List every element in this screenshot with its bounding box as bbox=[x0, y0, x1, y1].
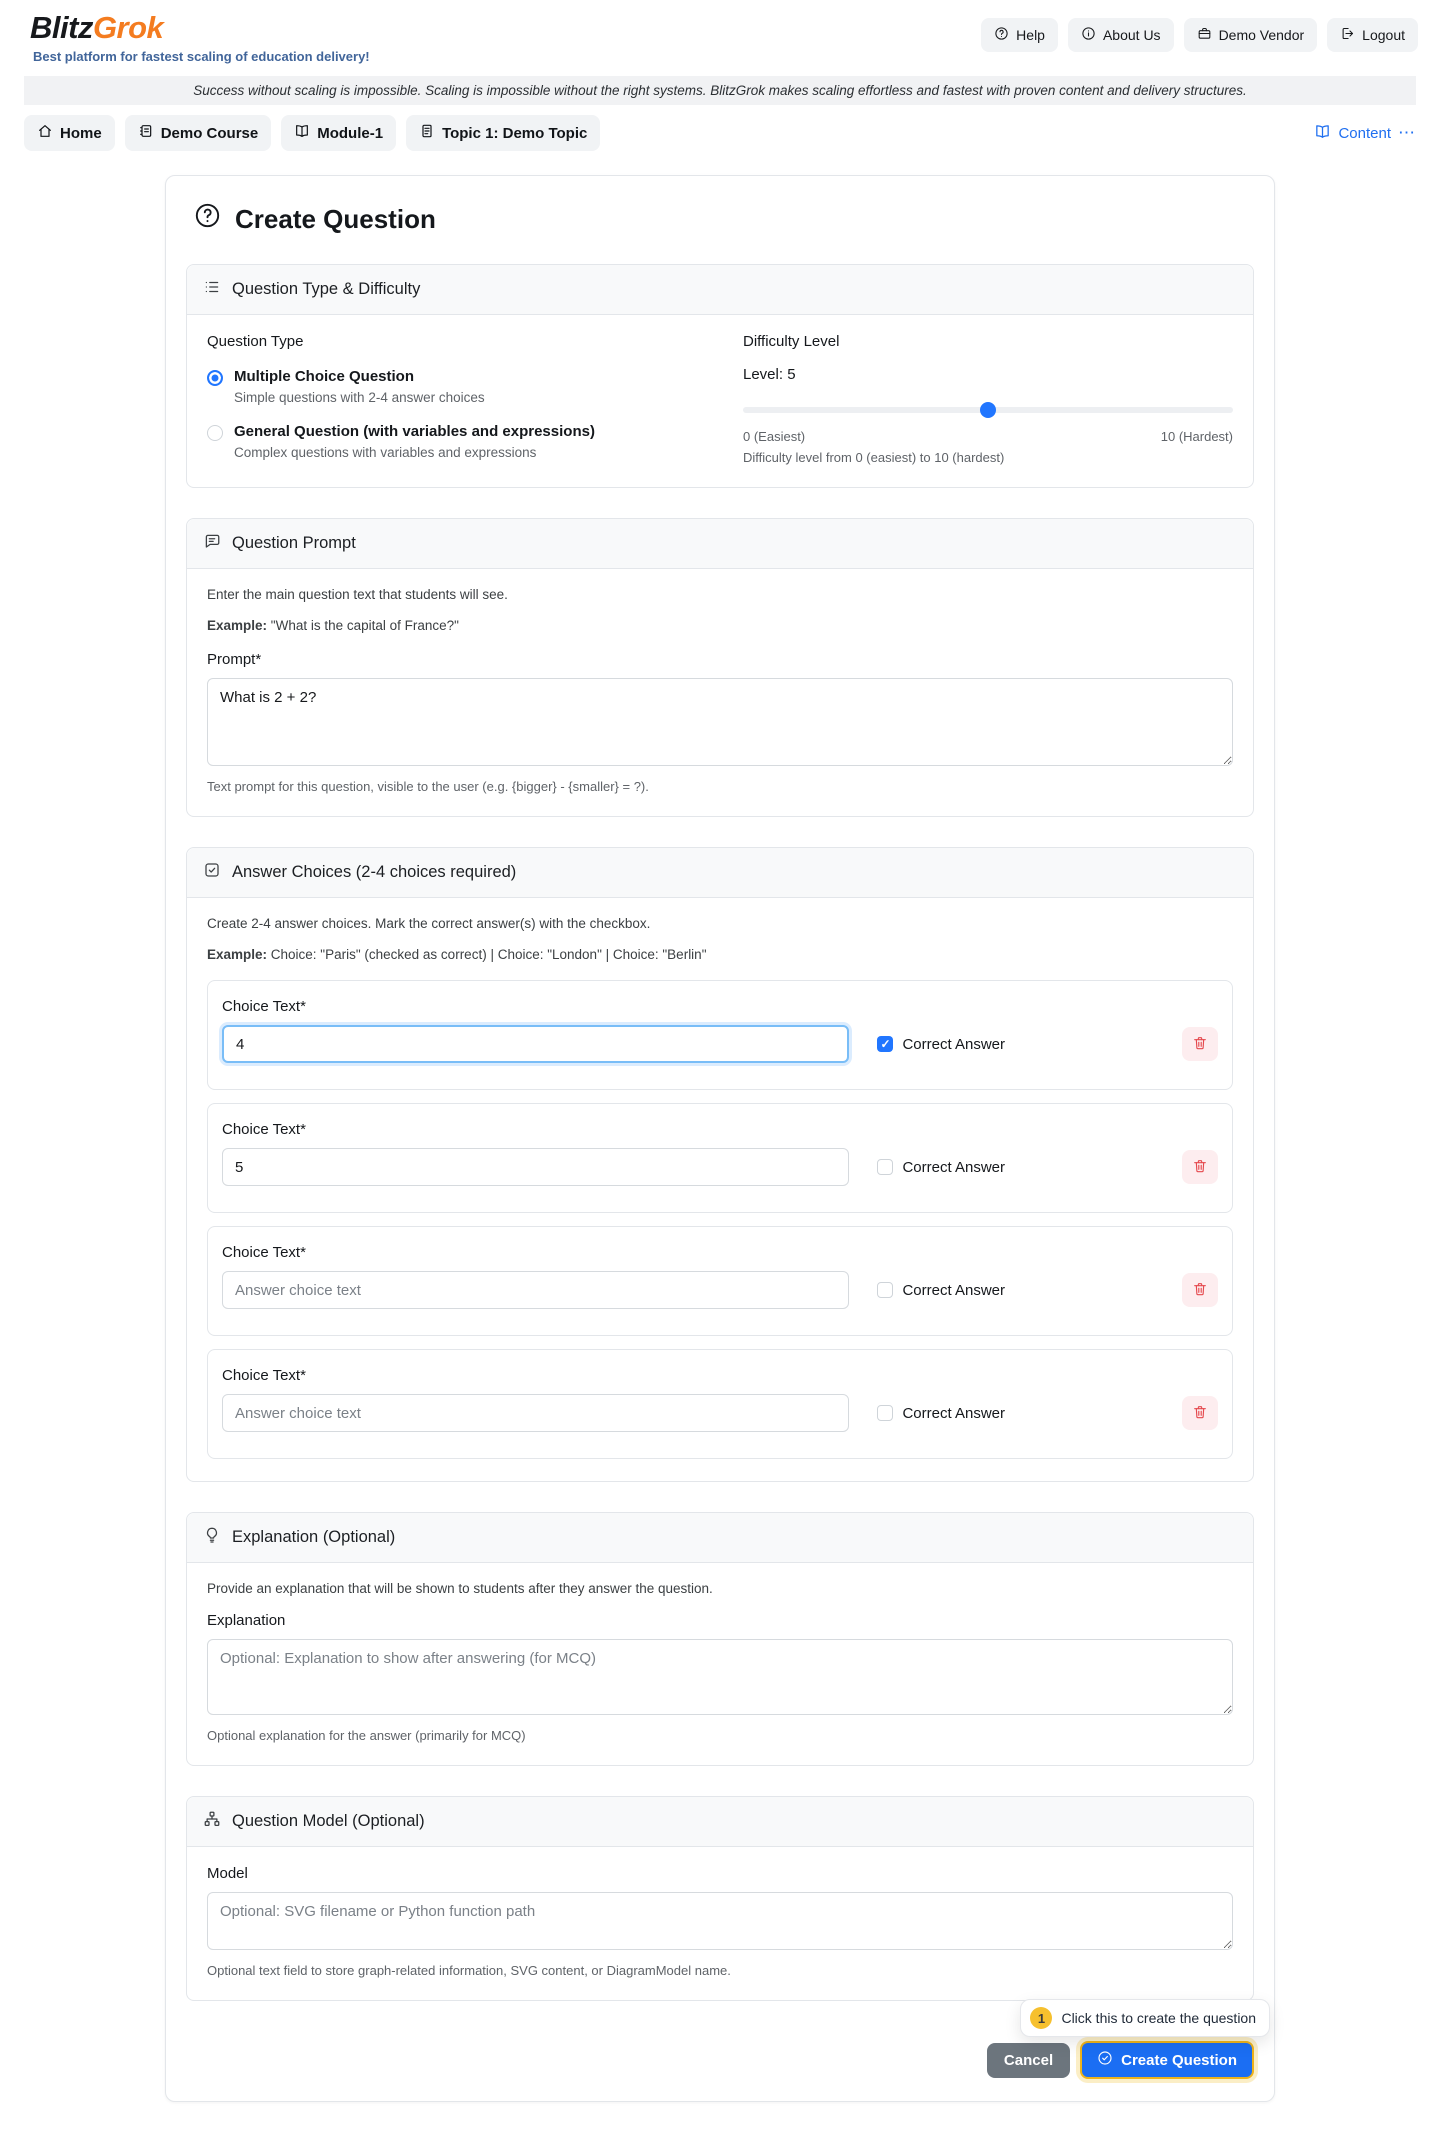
demo-vendor-label: Demo Vendor bbox=[1218, 27, 1305, 43]
section-type-difficulty bbox=[186, 264, 1254, 488]
section-question-model bbox=[186, 1796, 1254, 2001]
delete-choice-button[interactable] bbox=[1182, 1027, 1218, 1061]
explanation-textarea[interactable] bbox=[207, 1639, 1233, 1715]
list-icon bbox=[203, 278, 221, 301]
help-icon bbox=[994, 26, 1009, 44]
app-header bbox=[0, 0, 1440, 70]
difficulty-level-value: Level: 5 bbox=[743, 366, 796, 383]
breadcrumb-topic-label: Topic 1: Demo Topic bbox=[442, 124, 588, 142]
breadcrumb-topic[interactable] bbox=[406, 115, 600, 151]
briefcase-icon bbox=[1197, 26, 1212, 44]
choices-intro: Create 2-4 answer choices. Mark the correct answer(s) with the checkbox. bbox=[207, 916, 651, 931]
radio-general-label: General Question (with variables and expressions) bbox=[234, 423, 595, 440]
difficulty-min-label: 0 (Easiest) bbox=[743, 429, 806, 444]
trash-icon bbox=[1192, 1281, 1208, 1300]
chat-bubble-icon bbox=[203, 532, 221, 555]
question-type-column bbox=[207, 333, 697, 465]
logout-label: Logout bbox=[1362, 27, 1405, 43]
section-question-model-body bbox=[187, 1847, 1253, 2000]
radio-mcq-label: Multiple Choice Question bbox=[234, 368, 415, 385]
prompt-intro: Enter the main question text that students will see. bbox=[207, 587, 508, 602]
check-square-icon bbox=[203, 861, 221, 884]
question-type-label: Question Type bbox=[207, 333, 304, 350]
brand-block bbox=[30, 10, 370, 64]
correct-answer-label: Correct Answer bbox=[902, 1281, 1006, 1299]
radio-unselected-icon[interactable] bbox=[207, 425, 223, 441]
correct-answer-toggle[interactable] bbox=[877, 1159, 1005, 1176]
delete-choice-button[interactable] bbox=[1182, 1273, 1218, 1307]
section-explanation bbox=[186, 1512, 1254, 1766]
create-question-label: Create Question bbox=[1121, 2051, 1237, 2069]
delete-choice-button[interactable] bbox=[1182, 1150, 1218, 1184]
correct-answer-toggle[interactable] bbox=[877, 1282, 1005, 1299]
radio-general-desc: Complex questions with variables and expressions bbox=[234, 445, 537, 460]
prompt-example bbox=[207, 618, 1233, 633]
section-type-difficulty-title: Question Type & Difficulty bbox=[232, 280, 421, 298]
choices-example-label: Example: bbox=[207, 947, 268, 962]
choice-text-label: Choice Text* bbox=[222, 1367, 306, 1384]
model-textarea[interactable] bbox=[207, 1892, 1233, 1950]
top-nav bbox=[981, 18, 1418, 52]
section-type-difficulty-body bbox=[187, 315, 1253, 487]
section-explanation-body bbox=[187, 1563, 1253, 1765]
open-book-icon bbox=[294, 123, 310, 143]
correct-answer-toggle[interactable] bbox=[877, 1405, 1005, 1422]
content-more-icon: ⋯ bbox=[1398, 123, 1416, 142]
tooltip-text: Click this to create the question bbox=[1061, 2010, 1256, 2026]
model-field-label: Model bbox=[207, 1865, 248, 1882]
choice-text-input[interactable] bbox=[222, 1394, 849, 1432]
difficulty-slider-handle[interactable] bbox=[980, 402, 996, 418]
help-button[interactable] bbox=[981, 18, 1058, 52]
choice-row bbox=[207, 980, 1233, 1090]
app-tagline: Best platform for fastest scaling of education delivery! bbox=[33, 49, 370, 64]
prompt-example-label: Example: bbox=[207, 618, 268, 633]
correct-answer-checkbox[interactable] bbox=[877, 1159, 893, 1175]
marquee-banner: Success without scaling is impossible. Scaling is impossible without the right systems. BlitzGrok makes scaling effortless and fastest with proven content and delivery structures. bbox=[24, 76, 1416, 105]
choice-text-input[interactable] bbox=[222, 1271, 849, 1309]
logo-grok: Grok bbox=[92, 10, 164, 45]
radio-option-mcq[interactable] bbox=[207, 368, 697, 405]
lightbulb-icon bbox=[203, 1526, 221, 1549]
content-link-label: Content bbox=[1338, 124, 1391, 142]
section-answer-choices-header bbox=[187, 848, 1253, 898]
choices-example-text: Choice: "Paris" (checked as correct) | Choice: "London" | Choice: "Berlin" bbox=[267, 947, 707, 962]
form-footer bbox=[186, 2010, 1256, 2085]
choice-list bbox=[207, 980, 1233, 1459]
correct-answer-checkbox[interactable] bbox=[877, 1036, 893, 1052]
choice-row bbox=[207, 1349, 1233, 1459]
trash-icon bbox=[1192, 1035, 1208, 1054]
notebook-icon bbox=[138, 123, 154, 143]
choice-row bbox=[207, 1226, 1233, 1336]
sitemap-icon bbox=[203, 1810, 221, 1833]
correct-answer-checkbox[interactable] bbox=[877, 1282, 893, 1298]
section-answer-choices-body bbox=[187, 898, 1253, 1481]
document-icon bbox=[419, 123, 435, 143]
prompt-example-text: "What is the capital of France?" bbox=[267, 618, 459, 633]
choice-text-input[interactable] bbox=[222, 1025, 849, 1063]
difficulty-max-label: 10 (Hardest) bbox=[1160, 429, 1233, 444]
section-type-difficulty-header bbox=[187, 265, 1253, 315]
difficulty-label: Difficulty Level bbox=[743, 333, 840, 350]
correct-answer-label: Correct Answer bbox=[902, 1404, 1006, 1422]
delete-choice-button[interactable] bbox=[1182, 1396, 1218, 1430]
help-label: Help bbox=[1016, 27, 1045, 43]
section-explanation-header bbox=[187, 1513, 1253, 1563]
check-circle-icon bbox=[1097, 2050, 1113, 2070]
section-answer-choices bbox=[186, 847, 1254, 1482]
trash-icon bbox=[1192, 1404, 1208, 1423]
trash-icon bbox=[1192, 1158, 1208, 1177]
breadcrumb-course-label: Demo Course bbox=[160, 124, 259, 142]
section-explanation-title: Explanation (Optional) bbox=[232, 1528, 396, 1546]
create-question-button[interactable] bbox=[1080, 2041, 1254, 2079]
breadcrumb-home[interactable] bbox=[24, 115, 115, 151]
choice-text-label: Choice Text* bbox=[222, 1244, 306, 1261]
choice-text-label: Choice Text* bbox=[222, 1121, 306, 1138]
explanation-help-text: Optional explanation for the answer (primarily for MCQ) bbox=[207, 1728, 526, 1743]
cancel-button[interactable]: Cancel bbox=[987, 2043, 1070, 2078]
content-book-icon bbox=[1314, 123, 1331, 144]
correct-answer-checkbox[interactable] bbox=[877, 1405, 893, 1421]
section-answer-choices-title: Answer Choices (2-4 choices required) bbox=[232, 863, 517, 881]
correct-answer-label: Correct Answer bbox=[902, 1158, 1006, 1176]
create-question-card bbox=[165, 175, 1275, 2102]
about-us-label: About Us bbox=[1102, 27, 1161, 43]
radio-mcq-desc: Simple questions with 2-4 answer choices bbox=[234, 390, 485, 405]
breadcrumb-module[interactable] bbox=[281, 115, 396, 151]
breadcrumb-module-label: Module-1 bbox=[317, 124, 384, 142]
content-link[interactable] bbox=[1314, 123, 1416, 144]
demo-vendor-button[interactable] bbox=[1184, 18, 1318, 52]
model-help-text: Optional text field to store graph-related information, SVG content, or DiagramModel name. bbox=[207, 1963, 731, 1978]
logout-button[interactable] bbox=[1327, 18, 1418, 52]
section-question-prompt-title: Question Prompt bbox=[232, 534, 356, 552]
tooltip-step-badge: 1 bbox=[1030, 2007, 1052, 2029]
explanation-field-label: Explanation bbox=[207, 1612, 286, 1629]
choice-text-label: Choice Text* bbox=[222, 998, 306, 1015]
choice-text-input[interactable] bbox=[222, 1148, 849, 1186]
section-question-prompt-body bbox=[187, 569, 1253, 816]
prompt-field-label: Prompt* bbox=[207, 651, 262, 668]
section-question-prompt-header bbox=[187, 519, 1253, 569]
page-title-text: Create Question bbox=[235, 203, 436, 234]
section-question-model-header bbox=[187, 1797, 1253, 1847]
section-question-model-title: Question Model (Optional) bbox=[232, 1812, 425, 1830]
correct-answer-label: Correct Answer bbox=[902, 1035, 1006, 1053]
section-question-prompt bbox=[186, 518, 1254, 817]
breadcrumb bbox=[24, 115, 1416, 151]
prompt-help-text: Text prompt for this question, visible to the user (e.g. {bigger} - {smaller} = ?). bbox=[207, 779, 649, 794]
explanation-intro: Provide an explanation that will be shown to students after they answer the question. bbox=[207, 1581, 713, 1596]
correct-answer-toggle[interactable] bbox=[877, 1036, 1005, 1053]
page-title bbox=[194, 202, 1254, 236]
logout-icon bbox=[1340, 26, 1355, 44]
logo-blitz: Blitz bbox=[30, 10, 93, 45]
radio-option-general[interactable] bbox=[207, 423, 697, 460]
home-icon bbox=[37, 123, 53, 143]
choice-row bbox=[207, 1103, 1233, 1213]
prompt-textarea[interactable] bbox=[207, 678, 1233, 766]
info-icon bbox=[1081, 26, 1096, 44]
question-circle-icon bbox=[194, 202, 221, 236]
difficulty-column bbox=[743, 333, 1233, 465]
about-us-button[interactable] bbox=[1068, 18, 1174, 52]
choices-example bbox=[207, 947, 1233, 962]
breadcrumb-home-label: Home bbox=[60, 124, 102, 142]
difficulty-slider[interactable] bbox=[743, 407, 1233, 413]
radio-selected-icon[interactable] bbox=[207, 370, 223, 386]
difficulty-help-text: Difficulty level from 0 (easiest) to 10 (hardest) bbox=[743, 450, 1005, 465]
app-logo bbox=[30, 10, 370, 46]
breadcrumb-course[interactable] bbox=[125, 115, 272, 151]
onboarding-tooltip bbox=[1020, 1999, 1270, 2037]
